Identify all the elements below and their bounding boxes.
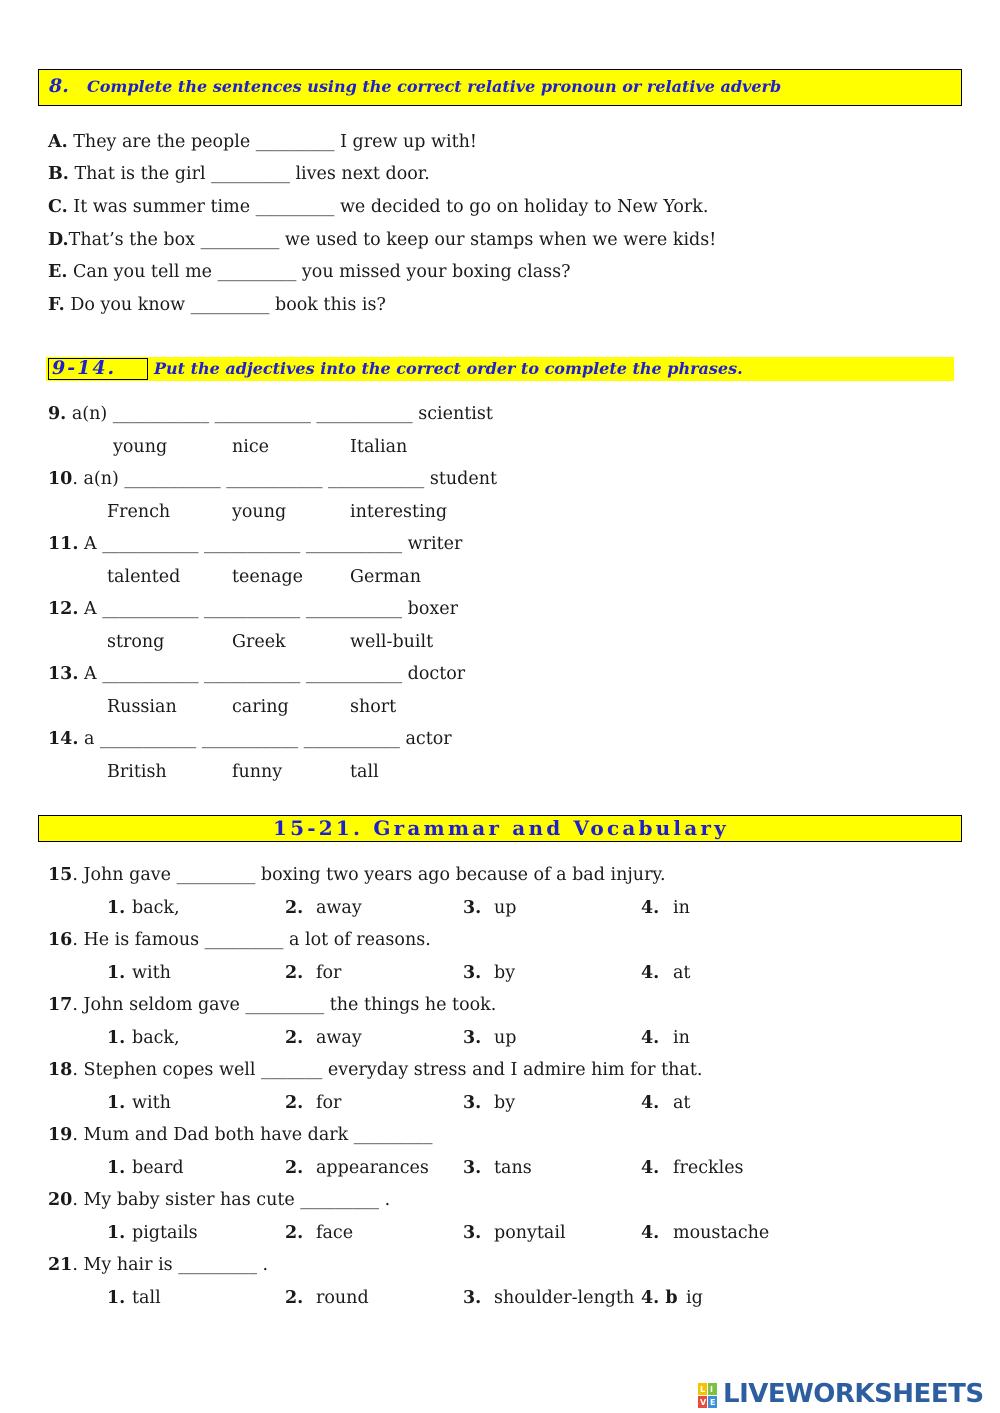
option-number: 2. — [285, 898, 304, 918]
option-text: up — [494, 1028, 517, 1048]
option-number: 2. — [285, 963, 304, 983]
phrase-11: 11. A ___________ ___________ ___________ writer — [48, 534, 463, 554]
option-number: 3. — [463, 963, 482, 983]
section-8-number: 8. — [49, 75, 69, 97]
option-text: for — [316, 1093, 342, 1113]
option-text: ponytail — [494, 1223, 566, 1243]
option-number: 1. — [107, 898, 126, 918]
option-number: 2. — [285, 1093, 304, 1113]
option-number: 2. — [285, 1158, 304, 1178]
question-text: . Mum and Dad both have dark _________ — [72, 1125, 433, 1145]
option-number: 4. b — [641, 1288, 678, 1308]
question-text: . My baby sister has cute _________ . — [72, 1190, 391, 1210]
question-text: . He is famous _________ a lot of reasons. — [72, 930, 431, 950]
question-number: 15 — [48, 865, 73, 885]
option-text: up — [494, 898, 517, 918]
section-9-14-title: Put the adjectives into the correct order to complete the phrases. — [154, 359, 743, 378]
question-number: 21 — [48, 1255, 73, 1275]
sentence-e: E. Can you tell me _________ you missed your boxing class? — [48, 262, 571, 282]
phrase-13: 13. A ___________ ___________ ___________ doctor — [48, 664, 466, 684]
option-text: away — [316, 1028, 362, 1048]
word-10-3: interesting — [350, 502, 448, 522]
option-text: at — [673, 963, 691, 983]
question-number: 16 — [48, 930, 73, 950]
liveworksheets-logo-text: LIVEWORKSHEETS — [723, 1379, 984, 1409]
option-number: 3. — [463, 1158, 482, 1178]
option-text: freckles — [673, 1158, 744, 1178]
option-number: 1. — [107, 1093, 126, 1113]
section-9-14-banner — [46, 357, 954, 381]
option-text: beard — [132, 1158, 184, 1178]
sentence-f: F. Do you know _________ book this is? — [48, 295, 386, 315]
question-16 — [48, 929, 431, 951]
option-number: 4. — [641, 963, 660, 983]
option-number: 3. — [463, 1028, 482, 1048]
question-number: 19 — [48, 1125, 73, 1145]
option-text: back, — [132, 898, 180, 918]
option-text: by — [494, 1093, 516, 1113]
option-number: 1. — [107, 1288, 126, 1308]
word-11-3: German — [350, 567, 421, 587]
word-10-1: French — [107, 502, 171, 522]
question-19 — [48, 1124, 433, 1146]
word-12-1: strong — [107, 632, 165, 652]
question-18 — [48, 1059, 702, 1081]
option-text: moustache — [673, 1223, 770, 1243]
option-number: 1. — [107, 1158, 126, 1178]
word-10-2: young — [232, 502, 287, 522]
sentence-a: A. They are the people _________ I grew up with! — [48, 132, 477, 152]
question-text: . My hair is _________ . — [72, 1255, 269, 1275]
word-14-1: British — [107, 762, 167, 782]
sentence-b: B. That is the girl _________ lives next door. — [48, 164, 430, 184]
word-9-1: young — [113, 437, 168, 457]
section-8-banner — [38, 69, 962, 106]
option-text: ig — [686, 1288, 703, 1308]
question-text: . Stephen copes well _______ everyday stress and I admire him for that. — [72, 1060, 703, 1080]
section-15-21-title: 15-21. Grammar and Vocabulary — [273, 816, 729, 840]
question-number: 18 — [48, 1060, 73, 1080]
option-number: 2. — [285, 1223, 304, 1243]
option-text: for — [316, 963, 342, 983]
question-20 — [48, 1189, 390, 1211]
phrase-10: 10. a(n) ___________ ___________ ___________ student — [48, 469, 497, 489]
phrase-14: 14. a ___________ ___________ ___________ actor — [48, 729, 452, 749]
word-14-3: tall — [350, 762, 379, 782]
option-number: 4. — [641, 1093, 660, 1113]
word-13-3: short — [350, 697, 397, 717]
word-12-3: well-built — [350, 632, 434, 652]
svg-text:E: E — [710, 1398, 716, 1407]
option-number: 2. — [285, 1288, 304, 1308]
question-21 — [48, 1254, 268, 1276]
option-text: at — [673, 1093, 691, 1113]
option-number: 4. — [641, 898, 660, 918]
sentence-d: D.That’s the box _________ we used to keep our stamps when we were kids! — [48, 230, 717, 250]
word-9-3: Italian — [350, 437, 408, 457]
section-9-14-number: 9-14. — [48, 358, 148, 380]
sentence-c: C. It was summer time _________ we decided to go on holiday to New York. — [48, 197, 709, 217]
option-text: in — [673, 898, 690, 918]
option-text: tans — [494, 1158, 532, 1178]
option-text: in — [673, 1028, 690, 1048]
option-number: 4. — [641, 1028, 660, 1048]
option-text: with — [132, 963, 171, 983]
svg-text:I: I — [710, 1385, 713, 1394]
option-number: 3. — [463, 1093, 482, 1113]
word-11-1: talented — [107, 567, 181, 587]
option-text: round — [316, 1288, 369, 1308]
option-number: 3. — [463, 1288, 482, 1308]
question-number: 17 — [48, 995, 73, 1015]
phrase-12: 12. A ___________ ___________ ___________ boxer — [48, 599, 458, 619]
word-14-2: funny — [232, 762, 283, 782]
liveworksheets-logo-icon — [697, 1382, 719, 1410]
option-text: away — [316, 898, 362, 918]
option-text: shoulder-length — [494, 1288, 635, 1308]
svg-text:L: L — [700, 1385, 706, 1394]
question-number: 20 — [48, 1190, 73, 1210]
question-15 — [48, 864, 666, 886]
option-number: 3. — [463, 1223, 482, 1243]
option-text: tall — [132, 1288, 161, 1308]
option-text: appearances — [316, 1158, 429, 1178]
word-12-2: Greek — [232, 632, 286, 652]
word-13-2: caring — [232, 697, 289, 717]
word-13-1: Russian — [107, 697, 177, 717]
option-text: by — [494, 963, 516, 983]
question-17 — [48, 994, 496, 1016]
phrase-9: 9. a(n) ___________ ___________ ___________ scientist — [48, 404, 493, 424]
option-text: pigtails — [132, 1223, 198, 1243]
option-number: 1. — [107, 1223, 126, 1243]
question-text: . John gave _________ boxing two years ago because of a bad injury. — [72, 865, 666, 885]
word-11-2: teenage — [232, 567, 304, 587]
option-text: with — [132, 1093, 171, 1113]
option-number: 1. — [107, 963, 126, 983]
option-number: 3. — [463, 898, 482, 918]
option-number: 4. — [641, 1158, 660, 1178]
option-number: 1. — [107, 1028, 126, 1048]
section-8-title: Complete the sentences using the correct relative pronoun or relative adverb — [87, 77, 782, 96]
option-text: face — [316, 1223, 354, 1243]
option-number: 4. — [641, 1223, 660, 1243]
svg-text:V: V — [700, 1398, 707, 1407]
option-text: back, — [132, 1028, 180, 1048]
word-9-2: nice — [232, 437, 270, 457]
question-text: . John seldom gave _________ the things he took. — [72, 995, 497, 1015]
option-number: 2. — [285, 1028, 304, 1048]
section-15-21-banner — [38, 815, 962, 842]
